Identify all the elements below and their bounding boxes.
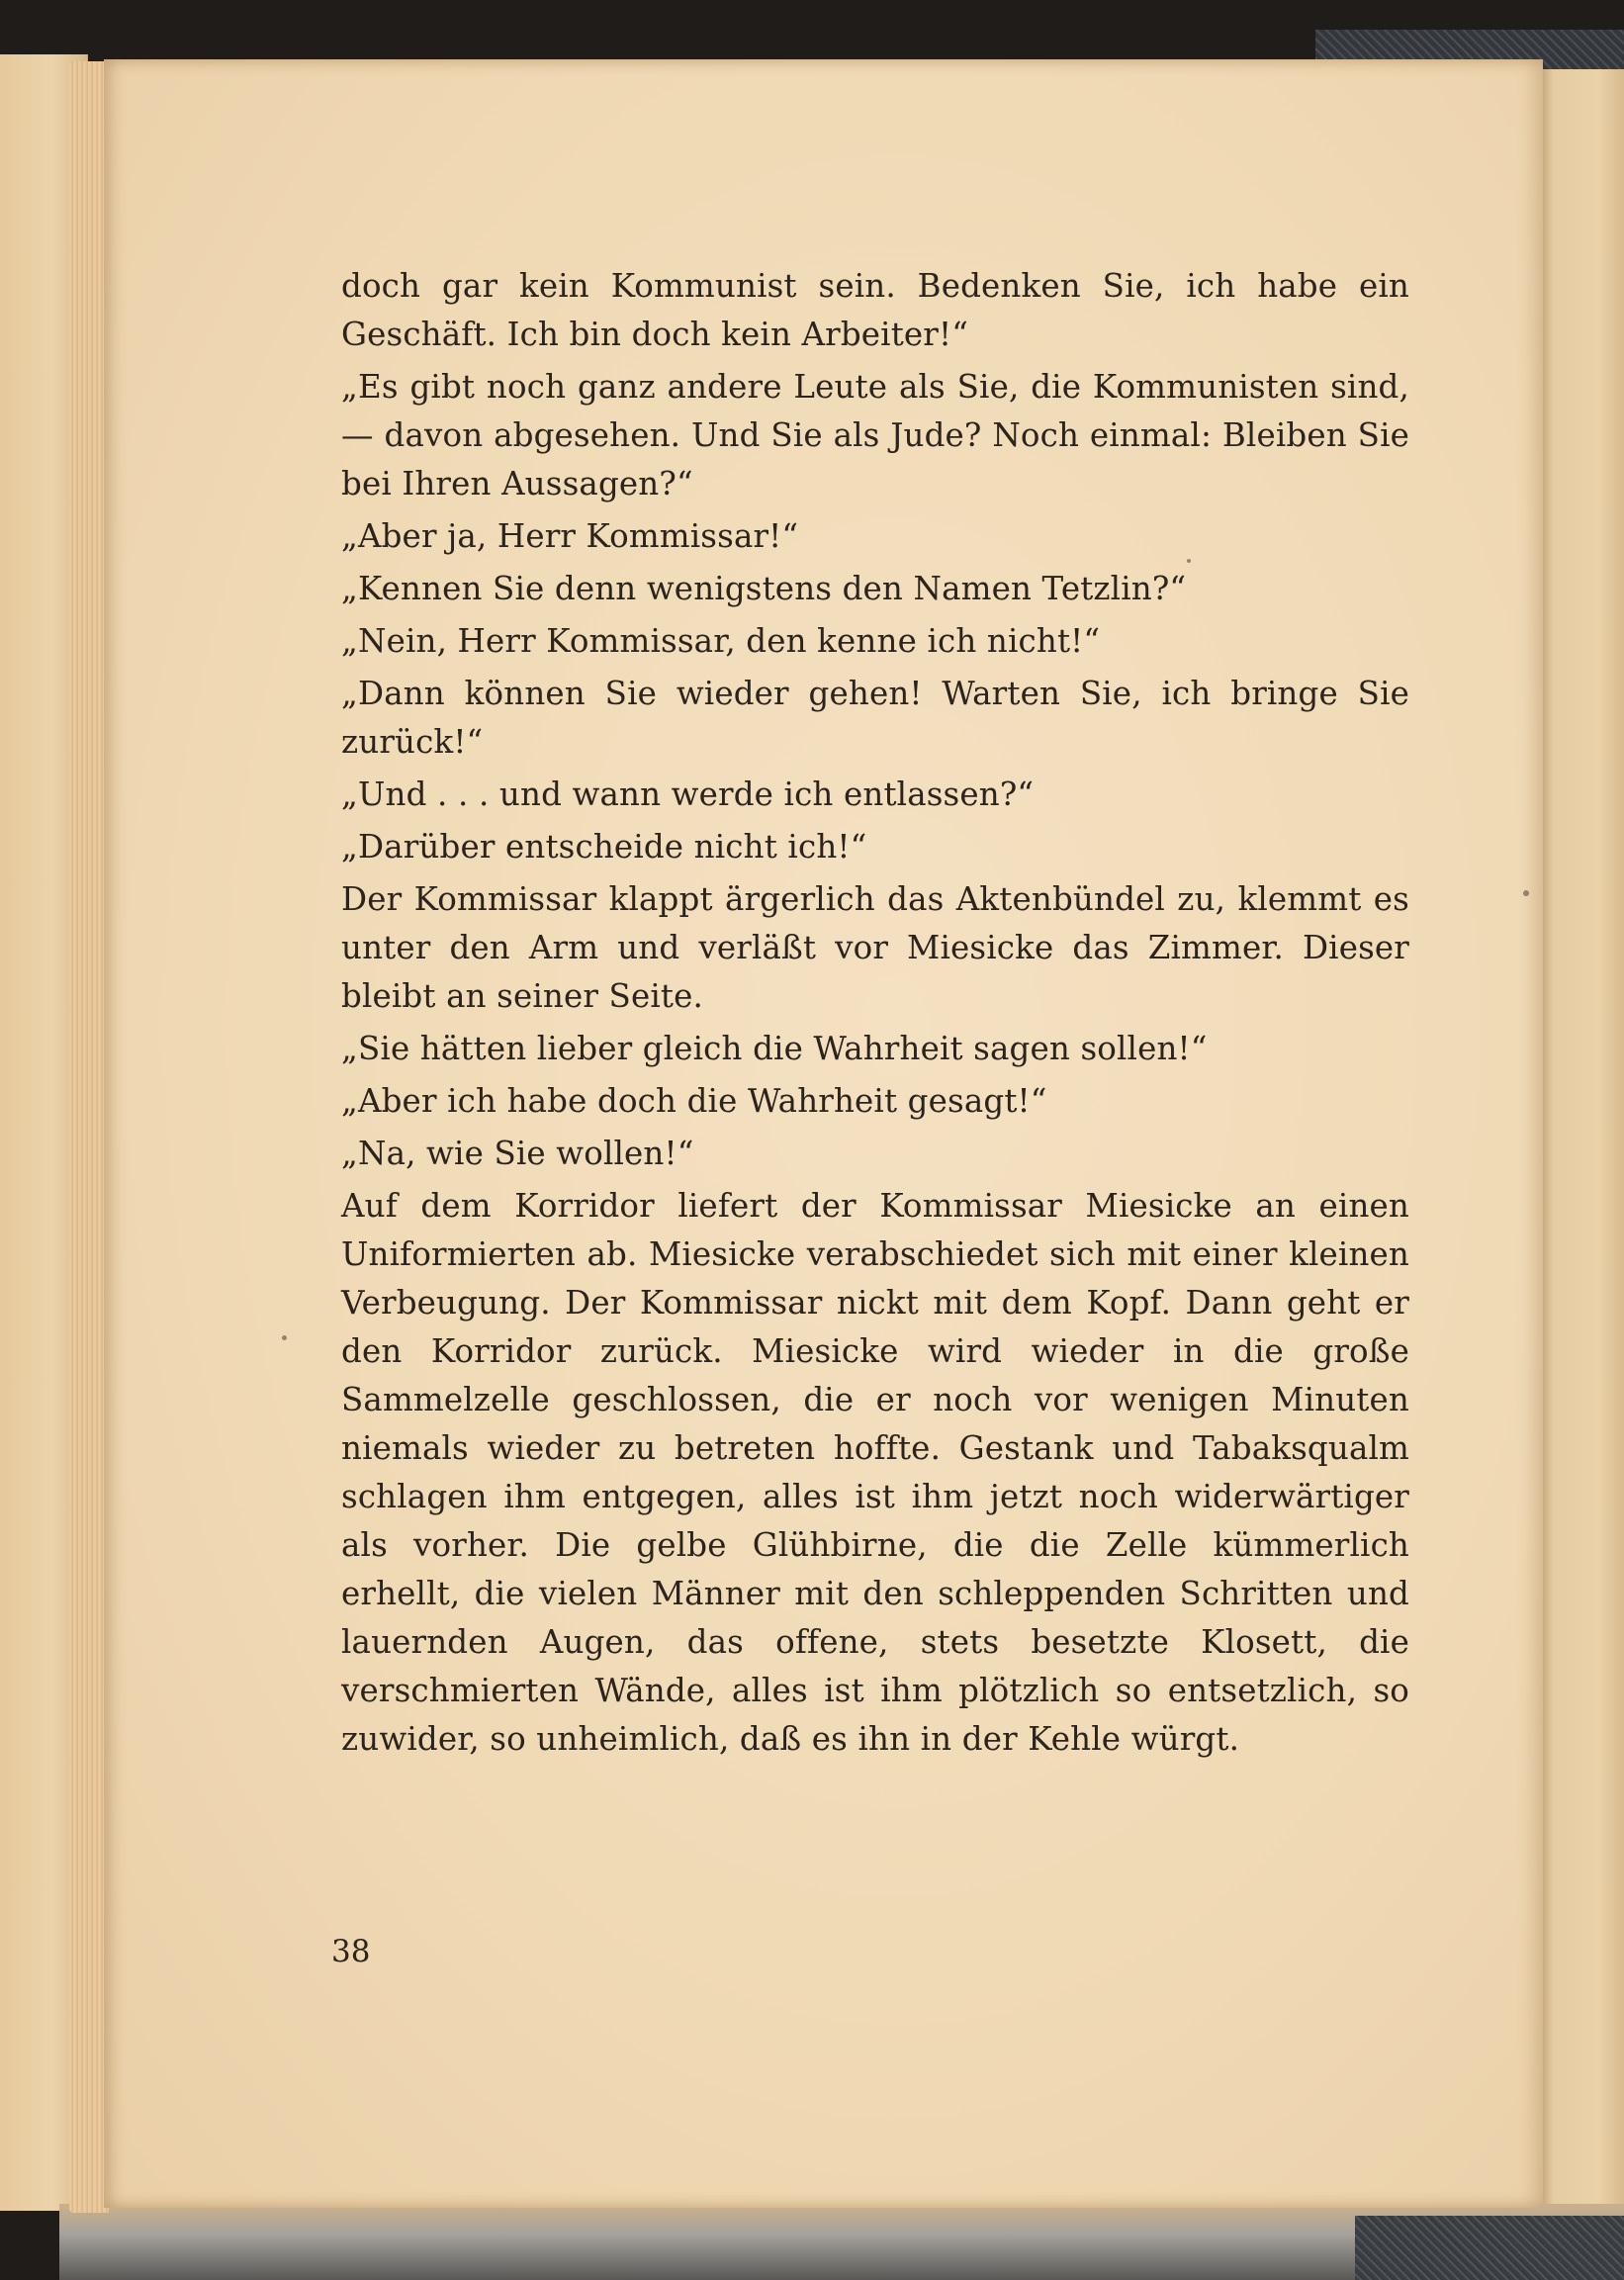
paragraph: doch gar kein Kommunist sein. Bedenken Sie, ich habe ein Geschäft. Ich bin doch kein Arbeiter!“	[341, 267, 1409, 353]
paragraph: Der Kommissar klappt ärgerlich das Aktenbündel zu, klemmt es unter den Arm und verläßt vor Miesicke das Zimmer. Dieser bleibt an seiner Seite.	[341, 880, 1409, 1015]
book-cover-right	[1538, 69, 1624, 2216]
paragraph: „Sie hätten lieber gleich die Wahrheit sagen sollen!“	[341, 1030, 1208, 1067]
paragraph: „Aber ich habe doch die Wahrheit gesagt!“	[341, 1082, 1047, 1120]
book-cloth-spine-bottom	[1355, 2216, 1624, 2280]
page-number: 38	[331, 1934, 371, 1969]
paragraph: „Es gibt noch ganz andere Leute als Sie, die Kommunisten sind, — davon abgesehen. Und Sie als Jude? Noch einmal: Bleiben Sie bei Ihren Aussagen?“	[341, 368, 1409, 502]
paragraph: „Aber ja, Herr Kommissar!“	[341, 517, 799, 555]
paragraph: „Dann können Sie wieder gehen! Warten Sie, ich bringe Sie zurück!“	[341, 675, 1409, 761]
page-edges	[69, 61, 109, 2213]
paragraph: „Darüber entscheide nicht ich!“	[341, 828, 867, 866]
body-text	[341, 262, 1409, 1764]
paper-speck	[282, 1335, 287, 1340]
paragraph: Auf dem Korridor liefert der Kommissar Miesicke an einen Uniformierten ab. Miesicke verabschiedet sich mit einer kleinen Verbeugung. Der Kommissar nickt mit dem Kopf. Dann geht er den Korridor zurück. Miesicke wird wieder in die große Sammelzelle geschlossen, die er noch vor wenigen Minuten niemals wieder zu betreten hoffte. Gestank und Tabaksqualm schlagen ihm entgegen, alles ist ihm jetzt noch widerwärtiger als vorher. Die gelbe Glühbirne, die die Zelle kümmerlich erhellt, die vielen Männer mit den schleppenden Schritten und lauernden Augen, das offene, stets besetzte Klosett, die verschmierten Wände, alles ist ihm plötzlich so entsetzlich, so zuwider, so unheimlich, daß es ihn in der Kehle würgt.	[341, 1187, 1409, 1758]
paragraph: „Kennen Sie denn wenigstens den Namen Tetzlin?“	[341, 570, 1187, 607]
paragraph: „Nein, Herr Kommissar, den kenne ich nicht!“	[341, 622, 1101, 660]
paragraph: „Na, wie Sie wollen!“	[341, 1135, 694, 1172]
paper-speck	[1523, 890, 1529, 896]
paragraph: „Und . . . und wann werde ich entlassen?“	[341, 775, 1035, 813]
